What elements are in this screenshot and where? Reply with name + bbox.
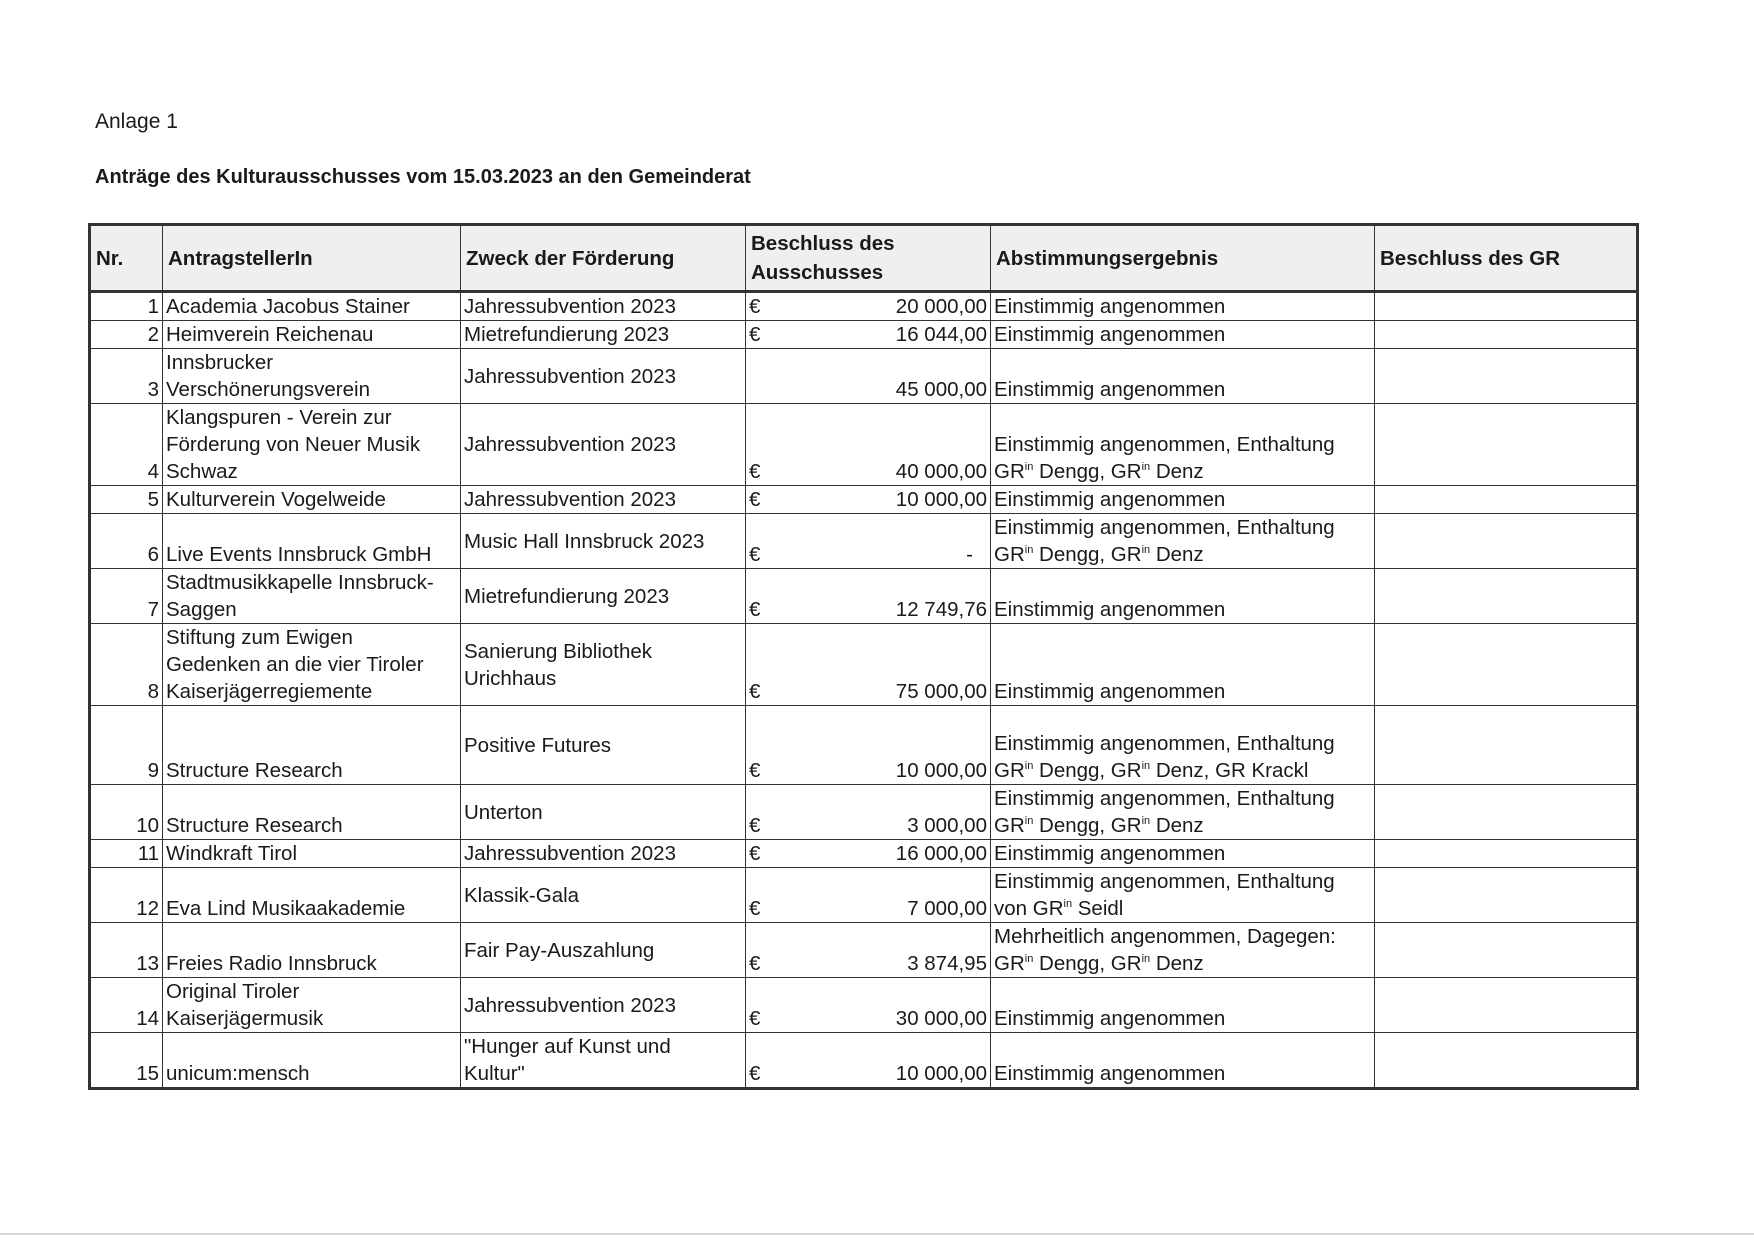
currency-symbol: € [749, 814, 761, 837]
amount-cell [746, 624, 991, 706]
purpose-cell: Mietrefundierung 2023 [461, 569, 746, 624]
amount-value: 45 000,00 [895, 378, 987, 401]
row-number: 13 [90, 923, 163, 978]
amount-cell [746, 978, 991, 1033]
row-number: 5 [90, 486, 163, 514]
amount-value: 7 000,00 [907, 897, 987, 920]
currency-symbol: € [749, 460, 761, 483]
table-row [90, 840, 1638, 868]
amount-cell [746, 868, 991, 923]
row-number: 3 [90, 349, 163, 404]
table-row [90, 923, 1638, 978]
row-number: 12 [90, 868, 163, 923]
row-number: 15 [90, 1033, 163, 1089]
amount-cell [746, 321, 991, 349]
amount-value: 75 000,00 [895, 680, 987, 703]
amount-cell [746, 1033, 991, 1089]
council-decision-cell [1375, 840, 1638, 868]
council-decision-cell [1375, 514, 1638, 569]
applicant-cell: Stadtmusikkapelle Innsbruck- Saggen [163, 569, 461, 624]
amount-value: 40 000,00 [895, 460, 987, 483]
purpose-cell: Sanierung Bibliothek Urichhaus [461, 624, 746, 706]
amount-value: - [966, 543, 973, 566]
council-decision-cell [1375, 292, 1638, 321]
vote-result-cell: Einstimmig angenommen [991, 569, 1375, 624]
amount-value: 16 000,00 [895, 842, 987, 865]
table-row [90, 785, 1638, 840]
applicant-cell: Live Events Innsbruck GmbH [163, 514, 461, 569]
vote-result-cell: Einstimmig angenommen [991, 486, 1375, 514]
header-purpose: Zweck der Förderung [461, 225, 746, 292]
purpose-cell: Jahressubvention 2023 [461, 349, 746, 404]
applicant-cell: Windkraft Tirol [163, 840, 461, 868]
vote-result-cell: Einstimmig angenommen, Enthaltung $GR^{in}$ Dengg, $GR^{in}$ Denz, GR Krackl [991, 706, 1375, 785]
table-row [90, 569, 1638, 624]
header-applicant: AntragstellerIn [163, 225, 461, 292]
row-number: 9 [90, 706, 163, 785]
amount-value: 10 000,00 [895, 759, 987, 782]
table-row [90, 868, 1638, 923]
vote-result-cell: Einstimmig angenommen [991, 624, 1375, 706]
row-number: 7 [90, 569, 163, 624]
amount-cell [746, 349, 991, 404]
council-decision-cell [1375, 923, 1638, 978]
council-decision-cell [1375, 321, 1638, 349]
purpose-cell: Music Hall Innsbruck 2023 [461, 514, 746, 569]
currency-symbol: € [749, 488, 761, 511]
currency-symbol: € [749, 759, 761, 782]
applicant-cell: Freies Radio Innsbruck [163, 923, 461, 978]
purpose-cell: Jahressubvention 2023 [461, 486, 746, 514]
council-decision-cell [1375, 706, 1638, 785]
row-number: 14 [90, 978, 163, 1033]
table-row [90, 624, 1638, 706]
council-decision-cell [1375, 486, 1638, 514]
applicant-cell: unicum:mensch [163, 1033, 461, 1089]
amount-cell [746, 785, 991, 840]
council-decision-cell [1375, 868, 1638, 923]
purpose-cell: Positive Futures [461, 706, 746, 785]
amount-cell [746, 569, 991, 624]
vote-result-cell: Einstimmig angenommen [991, 349, 1375, 404]
row-number: 4 [90, 404, 163, 486]
currency-symbol: € [749, 295, 761, 318]
vote-result-cell: Einstimmig angenommen [991, 321, 1375, 349]
header-nr: Nr. [90, 225, 163, 292]
purpose-cell: "Hunger auf Kunst und Kultur" [461, 1033, 746, 1089]
purpose-cell: Fair Pay-Auszahlung [461, 923, 746, 978]
applicant-cell: Kulturverein Vogelweide [163, 486, 461, 514]
amount-value: 3 874,95 [907, 952, 987, 975]
currency-symbol: € [749, 680, 761, 703]
row-number: 8 [90, 624, 163, 706]
purpose-cell: Jahressubvention 2023 [461, 404, 746, 486]
amount-cell [746, 706, 991, 785]
row-number: 10 [90, 785, 163, 840]
table-row [90, 978, 1638, 1033]
council-decision-cell [1375, 404, 1638, 486]
amount-cell [746, 404, 991, 486]
applicant-cell: Eva Lind Musikaakademie [163, 868, 461, 923]
currency-symbol: € [749, 323, 761, 346]
currency-symbol: € [749, 897, 761, 920]
council-decision-cell [1375, 978, 1638, 1033]
amount-cell [746, 923, 991, 978]
table-row [90, 486, 1638, 514]
applicant-cell: Academia Jacobus Stainer [163, 292, 461, 321]
applicant-cell: Original Tiroler Kaiserjägermusik [163, 978, 461, 1033]
amount-cell [746, 486, 991, 514]
page-edge-line [0, 1233, 1754, 1235]
row-number: 2 [90, 321, 163, 349]
amount-value: 12 749,76 [895, 598, 987, 621]
amount-value: 16 044,00 [895, 323, 987, 346]
header-vote-result: Abstimmungsergebnis [991, 225, 1375, 292]
council-decision-cell [1375, 785, 1638, 840]
header-committee-decision: Beschluss des Ausschusses [746, 225, 991, 292]
table-header-row [90, 225, 1638, 292]
amount-value: 30 000,00 [895, 1007, 987, 1030]
applicant-cell: Stiftung zum Ewigen Gedenken an die vier Tiroler Kaiserjägerregiemente [163, 624, 461, 706]
vote-result-cell: Einstimmig angenommen [991, 1033, 1375, 1089]
row-number: 11 [90, 840, 163, 868]
table-row [90, 706, 1638, 785]
currency-symbol: € [749, 543, 761, 566]
vote-result-cell: Mehrheitlich angenommen, Dagegen: $GR^{in}$ Dengg, $GR^{in}$ Denz [991, 923, 1375, 978]
document-title: Anträge des Kulturausschusses vom 15.03.2023 an den Gemeinderat [95, 166, 751, 188]
purpose-cell: Mietrefundierung 2023 [461, 321, 746, 349]
currency-symbol: € [749, 1062, 761, 1085]
vote-result-cell: Einstimmig angenommen [991, 292, 1375, 321]
vote-result-cell: Einstimmig angenommen, Enthaltung von $GR^{in}$ Seidl [991, 868, 1375, 923]
purpose-cell: Jahressubvention 2023 [461, 978, 746, 1033]
currency-symbol: € [749, 952, 761, 975]
table-row [90, 514, 1638, 569]
table-row [90, 321, 1638, 349]
currency-symbol: € [749, 598, 761, 621]
applicant-cell: Heimverein Reichenau [163, 321, 461, 349]
vote-result-cell: Einstimmig angenommen, Enthaltung $GR^{in}$ Dengg, $GR^{in}$ Denz [991, 514, 1375, 569]
amount-cell [746, 292, 991, 321]
table-row [90, 404, 1638, 486]
amount-value: 10 000,00 [895, 1062, 987, 1085]
amount-value: 20 000,00 [895, 295, 987, 318]
purpose-cell: Klassik-Gala [461, 868, 746, 923]
applicant-cell: Innsbrucker Verschönerungsverein [163, 349, 461, 404]
applicant-cell: Structure Research [163, 785, 461, 840]
attachment-label: Anlage 1 [95, 110, 178, 133]
vote-result-cell: Einstimmig angenommen, Enthaltung $GR^{in}$ Dengg, $GR^{in}$ Denz [991, 404, 1375, 486]
council-decision-cell [1375, 624, 1638, 706]
table-row [90, 1033, 1638, 1089]
amount-cell [746, 514, 991, 569]
row-number: 6 [90, 514, 163, 569]
applicant-cell: Structure Research [163, 706, 461, 785]
vote-result-cell: Einstimmig angenommen [991, 840, 1375, 868]
vote-result-cell: Einstimmig angenommen, Enthaltung $GR^{in}$ Dengg, $GR^{in}$ Denz [991, 785, 1375, 840]
purpose-cell: Jahressubvention 2023 [461, 840, 746, 868]
council-decision-cell [1375, 1033, 1638, 1089]
table-row [90, 349, 1638, 404]
table-row [90, 292, 1638, 321]
vote-result-cell: Einstimmig angenommen [991, 978, 1375, 1033]
purpose-cell: Unterton [461, 785, 746, 840]
amount-value: 10 000,00 [895, 488, 987, 511]
amount-cell [746, 840, 991, 868]
council-decision-cell [1375, 349, 1638, 404]
purpose-cell: Jahressubvention 2023 [461, 292, 746, 321]
row-number: 1 [90, 292, 163, 321]
amount-value: 3 000,00 [907, 814, 987, 837]
council-decision-cell [1375, 569, 1638, 624]
currency-symbol: € [749, 1007, 761, 1030]
header-council-decision: Beschluss des GR [1375, 225, 1638, 292]
currency-symbol: € [749, 842, 761, 865]
applicant-cell: Klangspuren - Verein zur Förderung von Neuer Musik Schwaz [163, 404, 461, 486]
applications-table [88, 223, 1639, 1090]
